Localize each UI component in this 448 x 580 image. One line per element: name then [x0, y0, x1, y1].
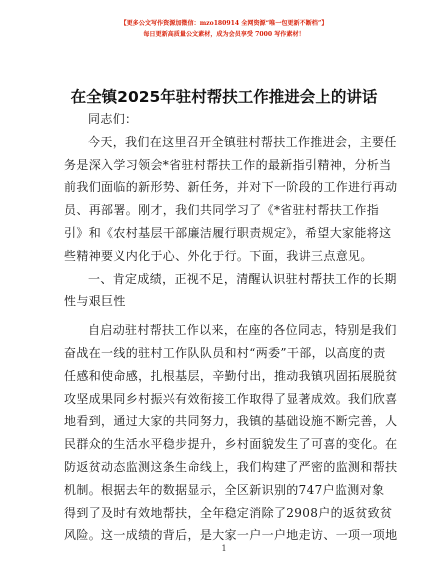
paragraph-line: 地看到，通过大家的共同努力，我镇的基础设施不断完善，人 — [64, 414, 398, 429]
salutation: 同志们： — [88, 112, 138, 126]
heading-line: 性与艰巨性 — [64, 294, 126, 309]
promo-line-1: 【更多公文写作资源加微信：mzo180914 全网资源“唯一包更新不断档”】 — [120, 20, 328, 27]
page-number: 1 — [221, 544, 227, 553]
paragraph-line: 员、再部署。刚才，我们共同学习了《*省驻村帮扶工作指 — [64, 203, 380, 218]
paragraph-line: 得到了及时有效地帮扶，全年稳定消除了2908户的返贫致贫 — [64, 505, 393, 520]
promo-line-2: 每日更新高质量公文素材，成为会员享受 7000 写作素材！ — [143, 31, 305, 38]
section-heading-1 — [64, 268, 397, 314]
paragraph-line: 机制。根据去年的数据显示，全区新识别的747户监测对象 — [64, 482, 385, 497]
paragraph-line: 引》和《农村基层干部廉洁履行职责规定》，希望大家能将这 — [64, 225, 392, 240]
heading-line: 一、肯定成绩，正视不足，清醒认识驻村帮扶工作的长期 — [88, 271, 397, 286]
promo-header — [0, 18, 448, 40]
paragraph-line: 自启动驻村帮扶工作以来，在座的各位同志，特别是我们 — [88, 323, 397, 338]
paragraph-line: 前我们面临的新形势、新任务，并对下一阶段的工作进行再动 — [64, 180, 398, 195]
document-title: 在全镇2025年驻村帮扶工作推进会上的讲话 — [70, 88, 378, 106]
paragraph-line: 今天，我们在这里召开全镇驻村帮扶工作推进会，主要任 — [88, 134, 397, 149]
paragraph-line: 些精神要义内化于心、外化于行。下面，我讲三点意见。 — [64, 248, 373, 263]
paragraph-line: 风险。这一成绩的背后，是大家一户一户地走访、一项一项地 — [64, 528, 398, 543]
document-body — [64, 108, 398, 547]
paragraph-line: 务是深入学习领会*省驻村帮扶工作的最新指引精神，分析当 — [64, 157, 392, 172]
paragraph-line: 民群众的生活水平稳步提升，乡村面貌发生了可喜的变化。在 — [64, 437, 398, 452]
paragraph-line: 防返贫动态监测这条生命线上，我们构建了严密的监测和帮扶 — [64, 459, 398, 474]
paragraph-intro — [64, 131, 398, 268]
paragraph-line: 任感和使命感，扎根基层，辛勤付出，推动我镇巩固拓展脱贫 — [64, 368, 398, 383]
paragraph-line: 奋战在一线的驻村工作队队员和村“两委”干部，以高度的责 — [64, 345, 386, 360]
paragraph-achievements — [64, 319, 398, 547]
paragraph-line: 攻坚成果同乡村振兴有效衔接工作取得了显著成效。我们欣喜 — [64, 391, 398, 406]
